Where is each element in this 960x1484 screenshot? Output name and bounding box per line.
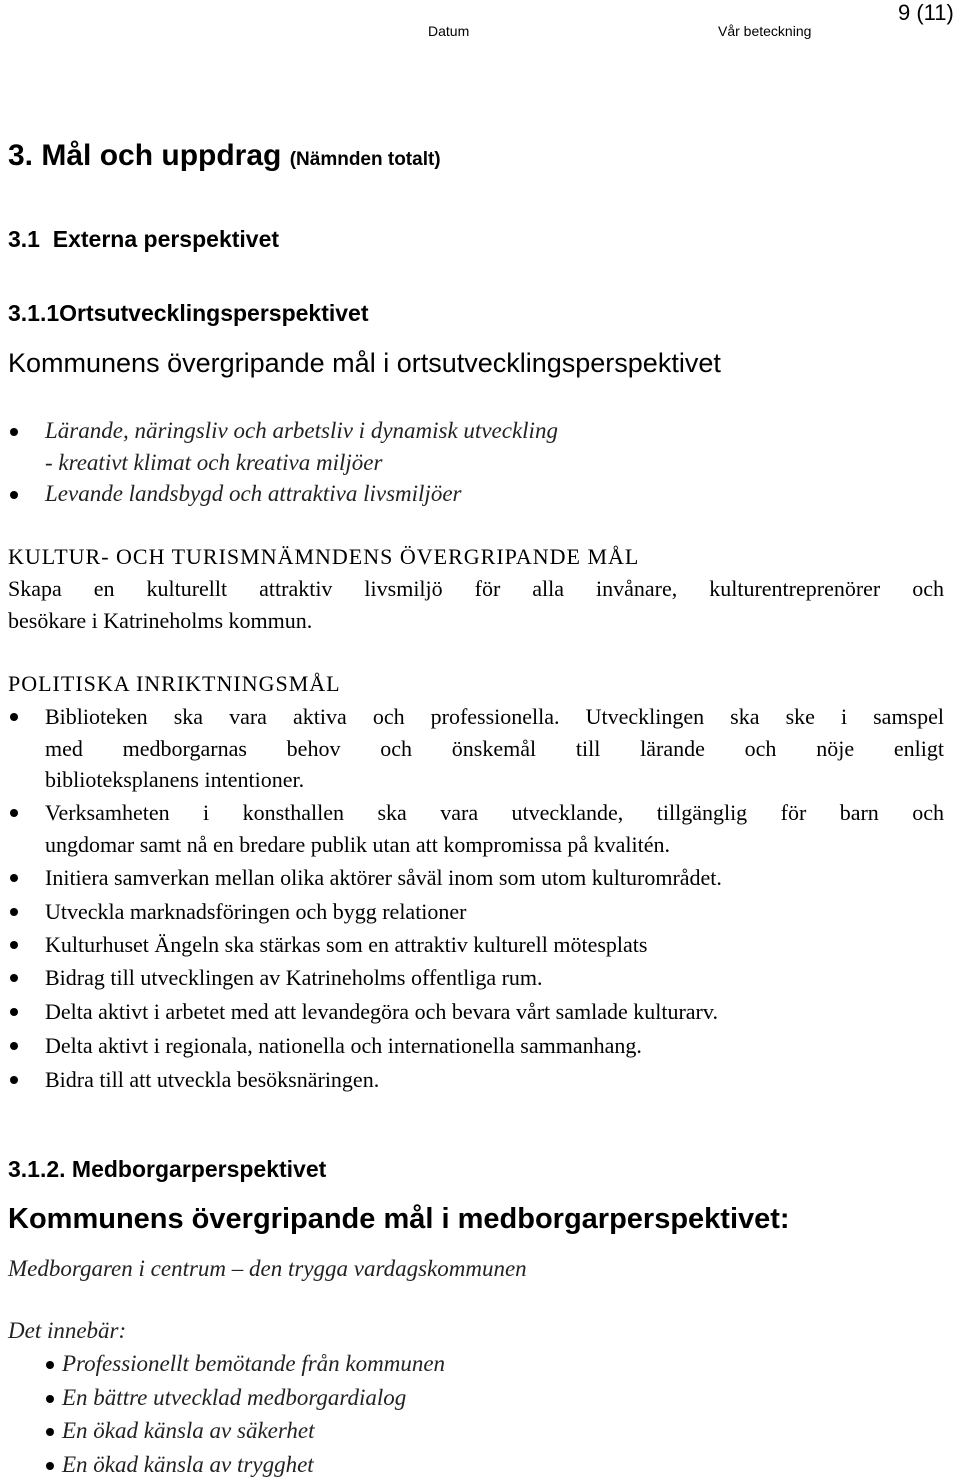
section-3-title-sub: (Nämnden totalt) <box>289 149 441 170</box>
politiska-item-2-line2: ungdomar samt nå en bredare publik utan att kompromissa på kvalitén. <box>45 832 671 857</box>
politiska-item-7: Delta aktivt i arbetet med att levandegöra och bevara vårt samlade kulturarv. <box>45 999 718 1024</box>
politiska-item-1-line1: Biblioteken ska vara aktiva och professionella. Utvecklingen ska ske i samspel <box>45 704 944 729</box>
beteckning-label: Vår beteckning <box>718 23 812 39</box>
datum-label: Datum <box>428 23 470 39</box>
bullet <box>46 1462 54 1470</box>
bullet <box>46 1395 54 1403</box>
medborgar-item-4: En ökad känsla av trygghet <box>62 1452 314 1477</box>
section-3-1-title: 3.1 Externa perspektivet <box>8 226 280 252</box>
bullet <box>10 941 18 949</box>
section-3-1-2-title: 3.1.2. Medborgarperspektivet <box>8 1156 327 1182</box>
medborgar-subtitle: Medborgaren i centrum – den trygga vardagskommunen <box>8 1256 527 1281</box>
bullet <box>10 908 18 916</box>
bullet <box>10 1042 18 1050</box>
politiska-item-9: Bidra till att utveckla besöksnäringen. <box>45 1067 380 1092</box>
politiska-item-1-line2: med medborgarnas behov och önskemål till lärande och nöje enligt <box>45 736 944 761</box>
politiska-item-3: Initiera samverkan mellan olika aktörer såväl inom som utom kulturområdet. <box>45 865 722 890</box>
page-number: 9 (11) <box>898 0 954 25</box>
ort-goal-1-line1: Lärande, näringsliv och arbetsliv i dynamisk utveckling <box>45 418 558 443</box>
bullet <box>10 428 18 436</box>
bullet <box>10 1076 18 1084</box>
medborgar-item-3: En ökad känsla av säkerhet <box>62 1418 315 1443</box>
politiska-item-4: Utveckla marknadsföringen och bygg relationer <box>45 899 467 924</box>
innebar-label: Det innebär: <box>8 1318 127 1343</box>
section-3-title-main: 3. Mål och uppdrag <box>8 139 282 172</box>
ort-goal-1-line2: - kreativt klimat och kreativa miljöer <box>45 450 383 475</box>
kultur-heading: KULTUR- OCH TURISMNÄMNDENS ÖVERGRIPANDE MÅL <box>8 544 640 569</box>
medborgar-item-1: Professionellt bemötande från kommunen <box>62 1351 446 1376</box>
politiska-item-2-line1: Verksamheten i konsthallen ska vara utvecklande, tillgänglig för barn och <box>45 800 944 825</box>
bullet <box>10 874 18 882</box>
bullet <box>10 1008 18 1016</box>
bullet <box>46 1361 54 1369</box>
kultur-text-line2: besökare i Katrineholms kommun. <box>8 608 313 633</box>
politiska-item-6: Bidrag till utvecklingen av Katrineholms offentliga rum. <box>45 965 543 990</box>
medborgar-goals-heading: Kommunens övergripande mål i medborgarperspektivet: <box>8 1203 790 1235</box>
ort-goal-2-line1: Levande landsbygd och attraktiva livsmiljöer <box>45 481 462 506</box>
politiska-heading: POLITISKA INRIKTNINGSMÅL <box>8 671 341 696</box>
politiska-item-8: Delta aktivt i regionala, nationella och internationella sammanhang. <box>45 1033 642 1058</box>
kultur-text-line1: Skapa en kulturellt attraktiv livsmiljö för alla invånare, kulturentreprenörer och <box>8 576 944 601</box>
section-3-1-1-title: 3.1.1Ortsutvecklingsperspektivet <box>8 300 369 326</box>
ort-goals-heading: Kommunens övergripande mål i ortsutvecklingsperspektivet <box>8 348 721 378</box>
politiska-item-1-line3: biblioteksplanens intentioner. <box>45 767 305 792</box>
section-3-title <box>8 139 441 173</box>
medborgar-item-2: En bättre utvecklad medborgardialog <box>62 1385 407 1410</box>
politiska-item-5: Kulturhuset Ängeln ska stärkas som en attraktiv kulturell mötesplats <box>45 932 648 957</box>
bullet <box>10 974 18 982</box>
bullet <box>46 1428 54 1436</box>
bullet <box>10 713 18 721</box>
bullet <box>10 491 18 499</box>
bullet <box>10 809 18 817</box>
